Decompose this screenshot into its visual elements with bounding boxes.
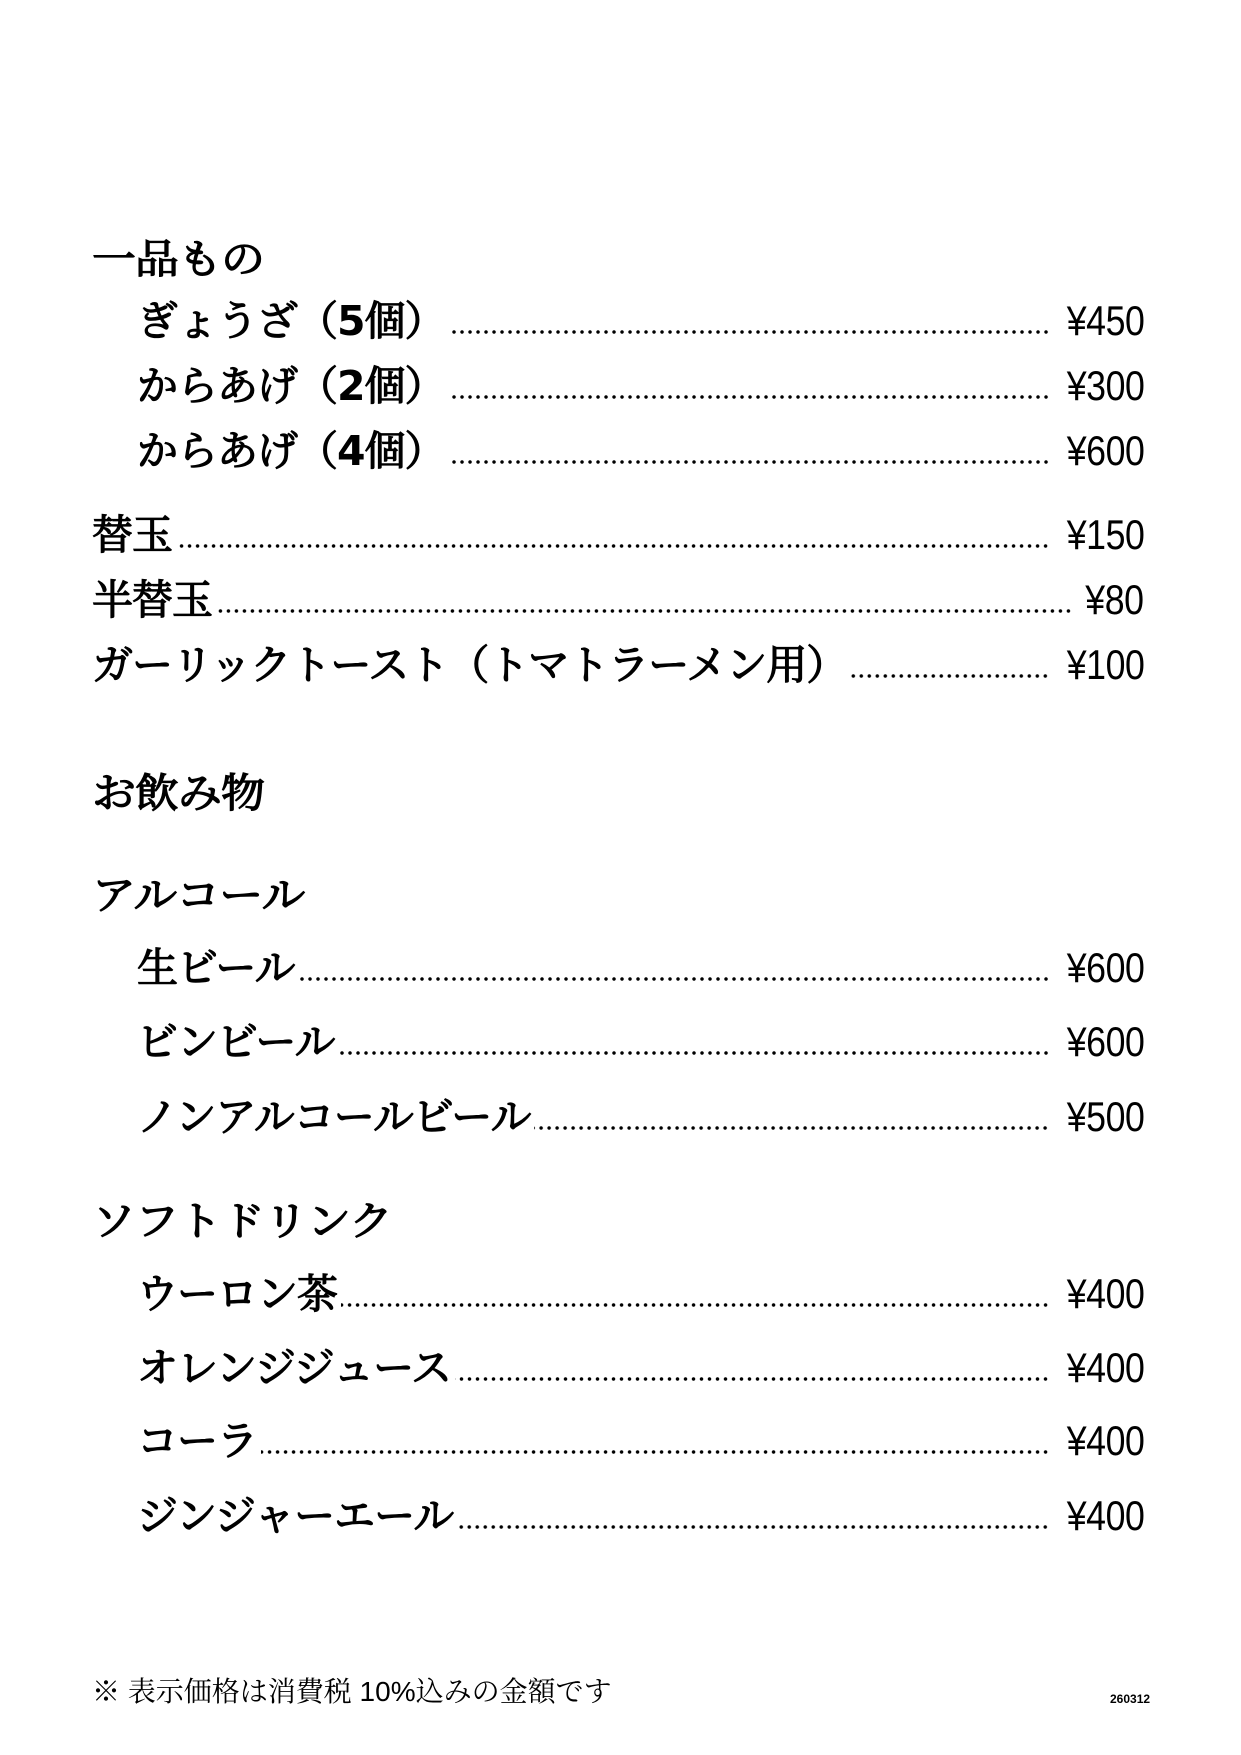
menu-item-garlic-toast bbox=[92, 642, 1144, 688]
menu-item-name: ウーロン茶 bbox=[137, 1270, 337, 1318]
dot-leader bbox=[299, 976, 1050, 982]
dot-leader bbox=[449, 329, 1050, 335]
dot-leader bbox=[457, 1524, 1049, 1530]
menu-item-price: ¥400 bbox=[1066, 1270, 1144, 1317]
dot-leader bbox=[341, 1302, 1050, 1308]
dot-leader bbox=[455, 1376, 1050, 1382]
menu-item-price: ¥150 bbox=[1066, 511, 1144, 558]
menu-item-kaedama bbox=[92, 512, 1144, 558]
menu-item-bottle-beer bbox=[137, 1019, 1144, 1065]
menu-item-oolong-tea bbox=[137, 1271, 1144, 1317]
menu-item-name: 生ビール bbox=[137, 944, 295, 992]
dot-leader bbox=[449, 394, 1050, 400]
menu-item-orange-juice bbox=[137, 1345, 1144, 1391]
dot-leader bbox=[176, 543, 1050, 549]
menu-item-price: ¥400 bbox=[1066, 1417, 1144, 1464]
menu-item-non-alcohol-beer bbox=[137, 1094, 1144, 1140]
menu-item-name: ぎょうざ（5個） bbox=[137, 297, 445, 345]
dot-leader bbox=[850, 673, 1049, 679]
menu-item-price: ¥450 bbox=[1066, 297, 1144, 344]
menu-item-name: 半替玉 bbox=[92, 576, 212, 624]
menu-item-ginger-ale bbox=[137, 1493, 1144, 1539]
tax-footnote: ※ 表示価格は消費税 10%込みの金額です bbox=[92, 1676, 612, 1707]
menu-item-name: コーラ bbox=[137, 1417, 257, 1465]
menu-item-name: ジンジャーエール bbox=[137, 1492, 454, 1540]
dot-leader bbox=[261, 1449, 1050, 1455]
dot-leader bbox=[216, 608, 1072, 614]
menu-item-gyoza bbox=[137, 298, 1144, 344]
dot-leader bbox=[449, 459, 1050, 465]
menu-item-price: ¥100 bbox=[1066, 641, 1144, 688]
menu-item-karaage-2 bbox=[137, 363, 1144, 409]
menu-item-karaage-4 bbox=[137, 428, 1144, 474]
menu-item-name: ビンビール bbox=[137, 1018, 335, 1066]
menu-item-draft-beer bbox=[137, 945, 1144, 991]
menu-item-cola bbox=[137, 1418, 1144, 1464]
menu-item-price: ¥600 bbox=[1066, 427, 1144, 474]
menu-item-name: からあげ（4個） bbox=[137, 427, 445, 475]
dot-leader bbox=[534, 1125, 1049, 1131]
menu-item-price: ¥80 bbox=[1085, 576, 1144, 623]
document-code: 260312 bbox=[1110, 1692, 1151, 1706]
menu-item-price: ¥300 bbox=[1066, 362, 1144, 409]
menu-item-name: 替玉 bbox=[92, 511, 172, 559]
section-heading-drinks: お飲み物 bbox=[92, 770, 264, 817]
menu-item-price: ¥400 bbox=[1066, 1344, 1144, 1391]
menu-item-name: からあげ（2個） bbox=[137, 362, 445, 410]
menu-item-name: オレンジジュース bbox=[137, 1344, 452, 1392]
section-heading-alcohol: アルコール bbox=[92, 872, 305, 919]
section-heading-ippin: 一品もの bbox=[92, 236, 264, 283]
menu-item-name: ノンアルコールビール bbox=[137, 1093, 531, 1141]
menu-item-price: ¥600 bbox=[1066, 1018, 1144, 1065]
section-heading-soft-drinks: ソフトドリンク bbox=[92, 1198, 393, 1245]
menu-item-price: ¥400 bbox=[1066, 1492, 1144, 1539]
menu-item-name: ガーリックトースト（トマトラーメン用） bbox=[92, 641, 847, 689]
menu-item-price: ¥500 bbox=[1066, 1093, 1144, 1140]
dot-leader bbox=[339, 1050, 1050, 1056]
menu-item-price: ¥600 bbox=[1066, 944, 1144, 991]
menu-item-han-kaedama bbox=[92, 577, 1144, 623]
